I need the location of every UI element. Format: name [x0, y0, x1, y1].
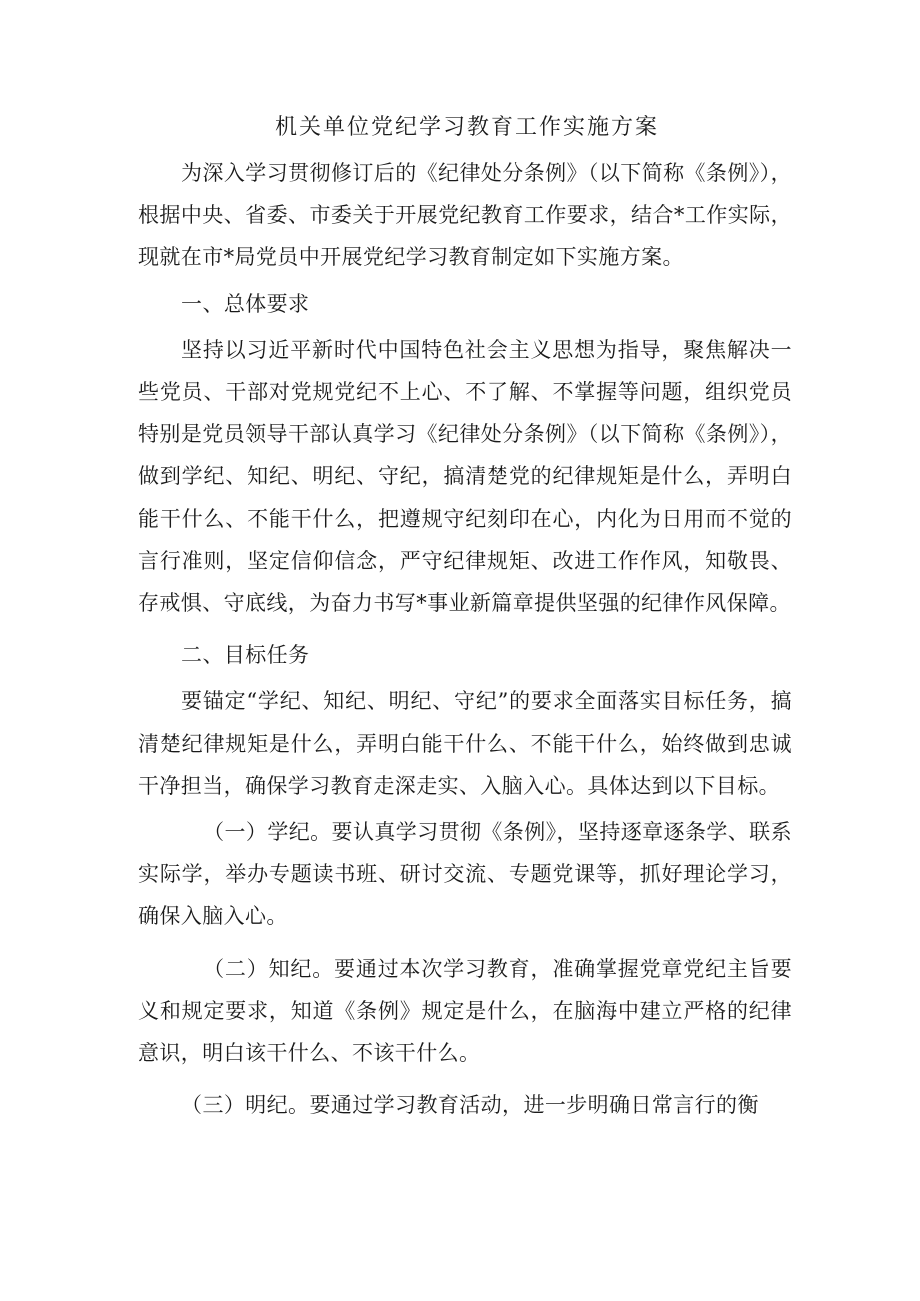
- goal-item-learn-discipline: （一）学纪。要认真学习贯彻《条例》，坚持逐章逐条学、联系实际学，举办专题读书班、研讨交流、专题党课等，抓好理论学习，确保入脑入心。: [138, 820, 792, 929]
- intro-paragraph: 为深入学习贯彻修订后的《纪律处分条例》（以下简称《条例》），根据中央、省委、市委关于开展党纪教育工作要求，结合*工作实际，现就在市*局党员中开展党纪学习教育制定如下实施方案。: [138, 161, 792, 270]
- goal-item-know-discipline: （二）知纪。要通过本次学习教育，准确掌握党章党纪主旨要义和规定要求，知道《条例》规定是什么，在脑海中建立严格的纪律意识，明白该干什么、不该干什么。: [138, 956, 792, 1066]
- section-heading-goals-tasks: 二、目标任务: [181, 643, 310, 668]
- section-overall-requirements-body: 坚持以习近平新时代中国特色社会主义思想为指导，聚焦解决一些党员、干部对党规党纪不上心、不了解、不掌握等问题，组织党员特别是党员领导干部认真学习《纪律处分条例》（以下简称《条例》），做到学纪、知纪、明纪、守纪，搞清楚党的纪律规矩是什么，弄明白能干什么、不能干什么，把遵规守纪刻印在心，内化为日用而不觉的言行准则，坚定信仰信念，严守纪律规矩、改进工作作风，知敬畏、存戒惧、守底线，为奋力书写*事业新篇章提供坚强的纪律作风保障。: [138, 337, 792, 616]
- section-goals-tasks-body: 要锚定“学纪、知纪、明纪、守纪”的要求全面落实目标任务，搞清楚纪律规矩是什么，弄明白能干什么、不能干什么，始终做到忠诚干净担当，确保学习教育走深走实、入脑入心。具体达到以下目标。: [138, 689, 792, 798]
- section-heading-overall-requirements: 一、总体要求: [181, 291, 310, 316]
- document-title: 机关单位党纪学习教育工作实施方案: [274, 115, 659, 140]
- goal-item-understand-discipline: （三）明纪。要通过学习教育活动，进一步明确日常言行的衡: [181, 1093, 759, 1118]
- document-body: [138, 152, 792, 1126]
